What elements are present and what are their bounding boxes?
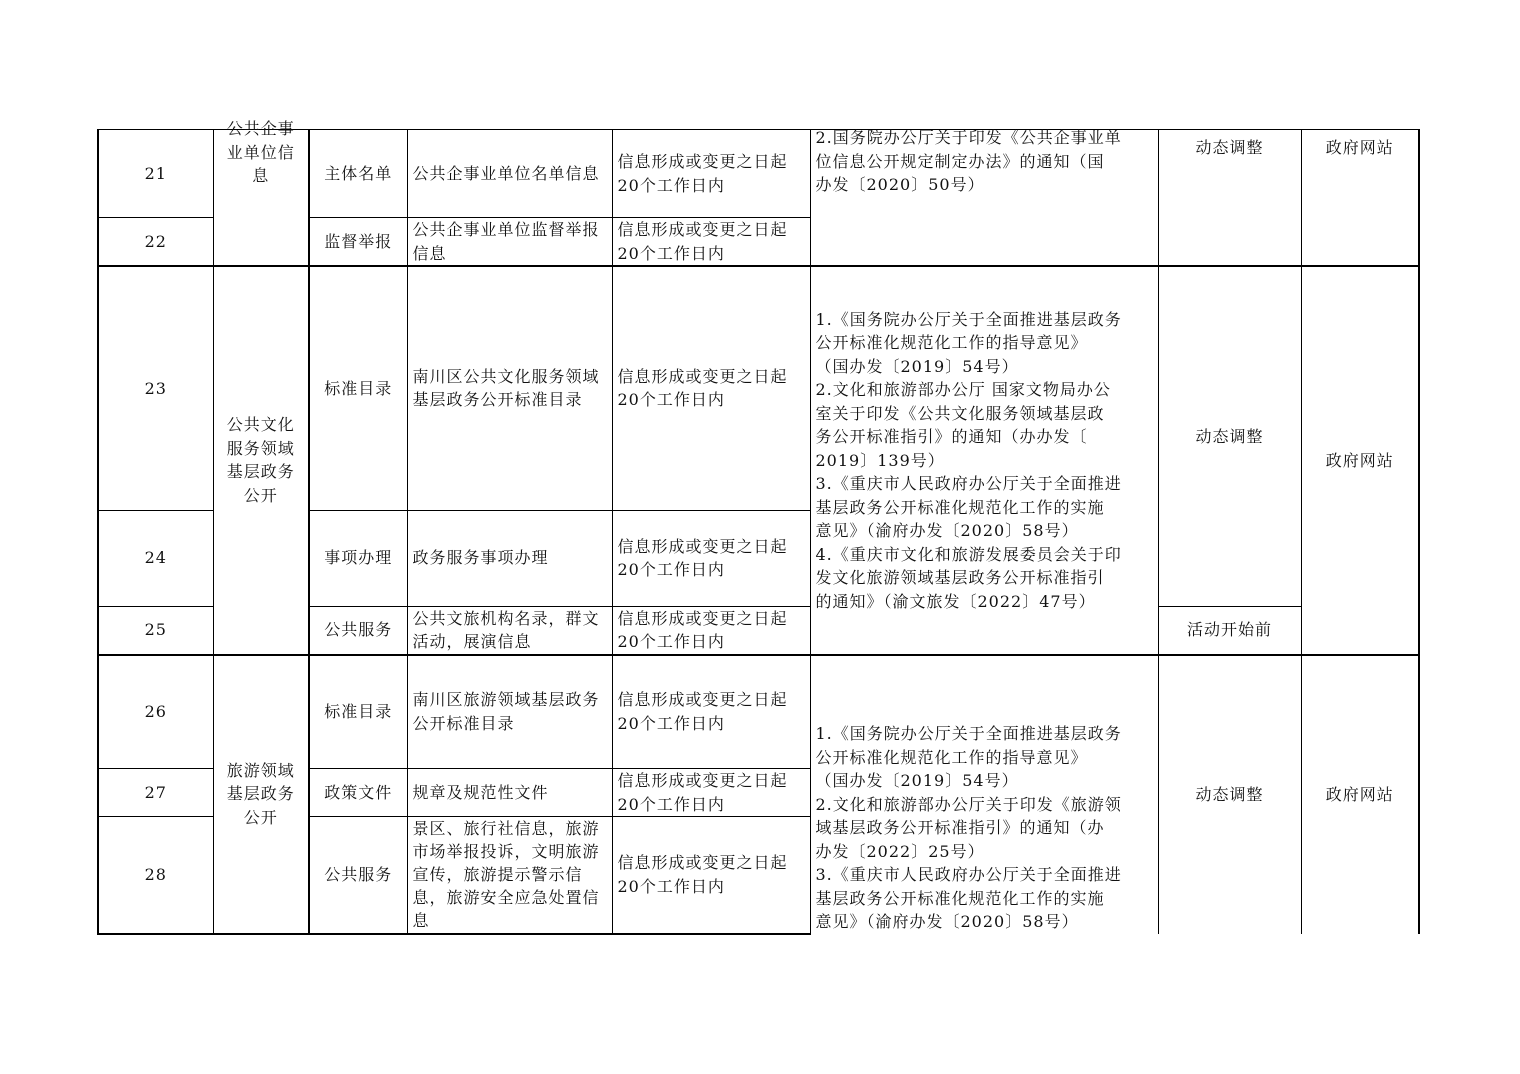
- category-line: 公共企事: [226, 119, 295, 138]
- category-cell: [213, 119, 309, 267]
- update-cell: 动态调整: [1158, 266, 1301, 606]
- table-row: [98, 130, 1419, 218]
- table-row: [98, 655, 1419, 769]
- category-line: 服务领域: [226, 438, 295, 458]
- row-number: 28: [98, 817, 213, 934]
- basis-line: 2.文化和旅游部办公厅关于印发《旅游领: [815, 794, 1122, 814]
- basis-line: 的通知》（渝文旅发〔2022〕47号）: [815, 591, 1096, 611]
- category-line: 公开: [243, 807, 278, 827]
- basis-line: 基层政务公开标准化规范化工作的实施: [815, 888, 1105, 908]
- subject-cell: 标准目录: [309, 266, 407, 510]
- basis-line: 公开标准化规范化工作的指导意见》: [815, 747, 1088, 767]
- subject-cell: 事项办理: [309, 510, 407, 606]
- content-cell: 南川区旅游领域基层政务公开标准目录: [407, 655, 612, 769]
- row-number: 23: [98, 266, 213, 510]
- disclosure-table-page: [97, 119, 1418, 935]
- basis-line: 2.文化和旅游部办公厅 国家文物局办公: [815, 380, 1111, 399]
- time-limit-cell: 信息形成或变更之日起20个工作日内: [612, 655, 810, 769]
- category-cell: [213, 655, 309, 934]
- category-line: 业单位信: [226, 142, 295, 162]
- content-cell: 政务服务事项办理: [407, 510, 612, 606]
- basis-line: （国办发〔2019〕54号）: [815, 356, 1019, 376]
- basis-line: 办发〔2022〕25号）: [815, 841, 985, 861]
- category-line: 公开: [243, 485, 278, 505]
- channel-cell: 政府网站: [1301, 130, 1419, 267]
- update-cell: 活动开始前: [1158, 606, 1301, 655]
- basis-line: 2019〕139号）: [815, 450, 945, 470]
- basis-line: 意见》（渝府办发〔2020〕58号）: [815, 521, 1079, 540]
- time-limit-cell: 信息形成或变更之日起20个工作日内: [612, 510, 810, 606]
- time-limit-cell: 信息形成或变更之日起20个工作日内: [612, 130, 810, 218]
- time-limit-cell: 信息形成或变更之日起20个工作日内: [612, 606, 810, 655]
- row-number: 24: [98, 510, 213, 606]
- content-cell: 公共企事业单位监督举报信息: [407, 218, 612, 267]
- basis-line: 公开标准化规范化工作的指导意见》: [815, 333, 1088, 352]
- basis-line: （国办发〔2019〕54号）: [815, 771, 1019, 790]
- category-line: 基层政务: [226, 462, 295, 482]
- basis-line: 3.《重庆市人民政府办公厅关于全面推进: [815, 865, 1122, 884]
- row-number: 27: [98, 769, 213, 817]
- content-cell: 公共企事业单位名单信息: [407, 130, 612, 218]
- content-cell: 公共文旅机构名录，群文活动，展演信息: [407, 606, 612, 655]
- basis-line: 2.国务院办公厅关于印发《公共企事业单: [815, 128, 1122, 147]
- basis-cell: [810, 130, 1158, 267]
- subject-cell: 主体名单: [309, 130, 407, 218]
- basis-line: 室关于印发《公共文化服务领域基层政: [815, 403, 1105, 423]
- basis-line: 1.《国务院办公厅关于全面推进基层政务: [815, 309, 1122, 329]
- basis-line: 位信息公开规定制定办法》的通知（国: [815, 151, 1105, 171]
- subject-cell: 公共服务: [309, 817, 407, 934]
- basis-line: 4.《重庆市文化和旅游发展委员会关于印: [815, 544, 1122, 564]
- category-line: 旅游领域: [226, 760, 295, 780]
- content-cell: 南川区公共文化服务领域基层政务公开标准目录: [407, 266, 612, 510]
- update-cell: 动态调整: [1158, 130, 1301, 267]
- basis-line: 意见》（渝府办发〔2020〕58号）: [815, 912, 1079, 931]
- row-number: 21: [98, 130, 213, 218]
- time-limit-cell: 信息形成或变更之日起20个工作日内: [612, 817, 810, 934]
- time-limit-cell: 信息形成或变更之日起20个工作日内: [612, 769, 810, 817]
- subject-cell: 监督举报: [309, 218, 407, 267]
- basis-line: 发文化旅游领域基层政务公开标准指引: [815, 568, 1105, 587]
- category-line: 基层政务: [226, 784, 295, 804]
- basis-line: 域基层政务公开标准指引》的通知（办: [815, 818, 1105, 837]
- channel-cell: 政府网站: [1301, 655, 1419, 934]
- channel-cell: 政府网站: [1301, 266, 1419, 655]
- time-limit-cell: 信息形成或变更之日起20个工作日内: [612, 218, 810, 267]
- subject-cell: 公共服务: [309, 606, 407, 655]
- subject-cell: 政策文件: [309, 769, 407, 817]
- row-number: 26: [98, 655, 213, 769]
- row-number: 22: [98, 218, 213, 267]
- table-row: [98, 266, 1419, 510]
- update-cell: 动态调整: [1158, 655, 1301, 934]
- basis-line: 3.《重庆市人民政府办公厅关于全面推进: [815, 474, 1122, 493]
- content-cell: 规章及规范性文件: [407, 769, 612, 817]
- basis-cell: [810, 266, 1158, 655]
- time-limit-cell: 信息形成或变更之日起20个工作日内: [612, 266, 810, 510]
- basis-line: 务公开标准指引》的通知（办办发〔: [815, 427, 1088, 446]
- subject-cell: 标准目录: [309, 655, 407, 769]
- basis-cell: [810, 655, 1158, 934]
- category-line: 息: [252, 166, 270, 185]
- disclosure-table: [97, 119, 1420, 935]
- basis-line: 基层政务公开标准化规范化工作的实施: [815, 497, 1105, 517]
- row-number: 25: [98, 606, 213, 655]
- category-line: 公共文化: [226, 415, 295, 435]
- content-cell: 景区、旅行社信息，旅游市场举报投诉，文明旅游宣传，旅游提示警示信息，旅游安全应急处置信息: [407, 817, 612, 934]
- category-cell: [213, 266, 309, 655]
- basis-line: 办发〔2020〕50号）: [815, 175, 985, 194]
- basis-line: 1.《国务院办公厅关于全面推进基层政务: [815, 724, 1122, 743]
